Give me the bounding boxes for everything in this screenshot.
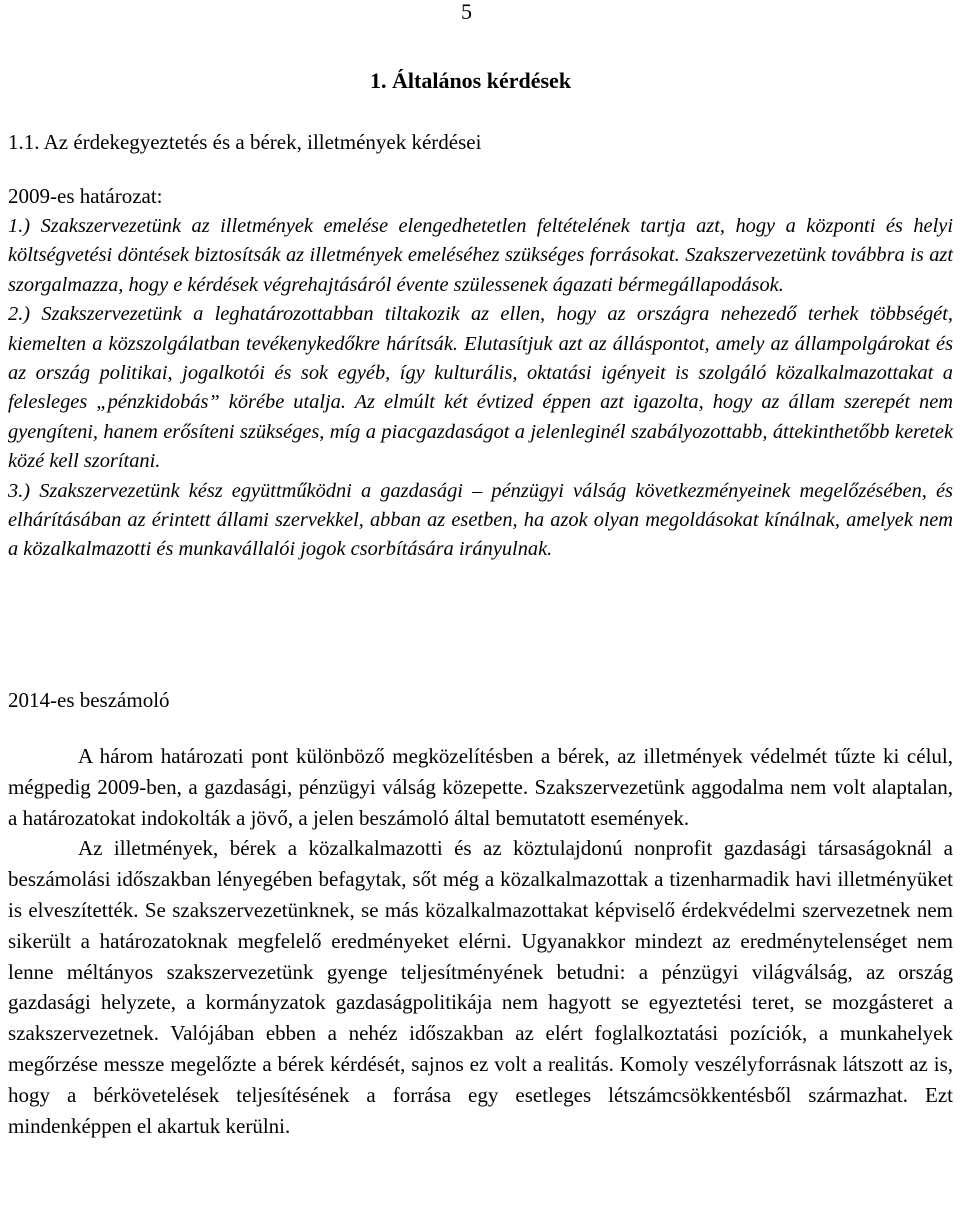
resolution-point-2	[8, 300, 953, 476]
report-paragraph-2: Az illetmények, bérek a közalkalmazotti és az köztulajdonú nonprofit gazdasági társaságoknál a beszámolási időszakban lényegében befagytak, sőt még a közalkalmazottak a tizenharmadik havi illetményüket is elveszítették. Se szakszervezetünknek, se más közalkalmazottakat képviselő érdekvédelmi szervezetnek nem sikerült a határozatoknak megfelelő eredményeket elérni. Ugyanakkor mindezt az eredménytelenséget nem lenne méltányos szakszervezetünk gyenge teljesítményének betudni: a pénzügyi világválság, az ország gazdasági helyzete, a kormányzatok gazdaságpolitikája nem hagyott se egyeztetési teret, se mozgásteret a szakszervezetnek. Valójában ebben a nehéz időszakban az elért foglalkoztatási pozíciók, a munkahelyek megőrzése messze megelőzte a bérek kérdését, sajnos ez volt a realitás. Komoly veszélyforrásnak látszott az is, hogy a bérkövetelések teljesítésének a forrása egy esetleges létszámcsökkentésből származhat. Ezt mindenképpen el akartuk kerülni.	[8, 836, 953, 1138]
page-number: 5	[461, 0, 472, 24]
resolution-point-3: 3.) Szakszervezetünk kész együttműködni a gazdasági – pénzügyi válság következményeinek megelőzésében, és elhárításában az érintett állami szervekkel, abban az esetben, ha azok olyan megoldásokat kínálnak, amelyek nem a közalkalmazotti és munkavállalói jogok csorbítására irányulnak.	[8, 479, 953, 561]
resolution-point-2-rest: Elutasítjuk azt az álláspontot, amely az állampolgárokat és az ország politikai, jogalkotói és sok egyéb, így kulturális, oktatási igényeit is szolgáló közalkalmazottakat a felesleges „pénzkidobás” körébe utalja. Az elmúlt két évtized éppen azt igazolta, hogy az állam szerepét nem gyengíteni, hanem erősíteni szükséges, míg a piacgazdaságot a jelenleginél szabályozottabb, áttekinthetőbb keretek közé kell szorítani.	[8, 332, 953, 473]
resolution-point-2-lead: 2.) Szakszervezetünk a leghatározottabban tiltakozik az ellen, hogy az országra nehezedő terhek többségét, kiemelten a közszolgálatban tevékenykedőkre hárítsák.	[8, 303, 953, 355]
resolution-label: 2009-es határozat:	[8, 184, 163, 208]
report-heading: 2014-es beszámoló	[8, 688, 170, 712]
resolution-text	[8, 212, 953, 565]
section-title: 1.1. Az érdekegyeztetés és a bérek, illetmények kérdései	[8, 130, 482, 154]
chapter-title: 1. Általános kérdések	[370, 68, 572, 93]
report-text	[8, 741, 953, 1141]
report-paragraph-1: A három határozati pont különböző megközelítésben a bérek, az illetmények védelmét tűzte ki célul, mégpedig 2009-ben, a gazdasági, pénzügyi válság közepette. Szakszervezetünk aggodalma nem volt alaptalan, a határozatokat indokolták a jövő, a jelen beszámoló által bemutatott események.	[8, 744, 953, 830]
resolution-point-1: 1.) Szakszervezetünk az illetmények emelése elengedhetetlen feltételének tartja azt, hogy a központi és helyi költségvetési döntések biztosítsák az illetmények emeléséhez szükséges forrásokat. Szakszervezetünk továbbra is azt szorgalmazza, hogy e kérdések végrehajtásáról évente szülessenek ágazati bérmegállapodások.	[8, 215, 953, 296]
